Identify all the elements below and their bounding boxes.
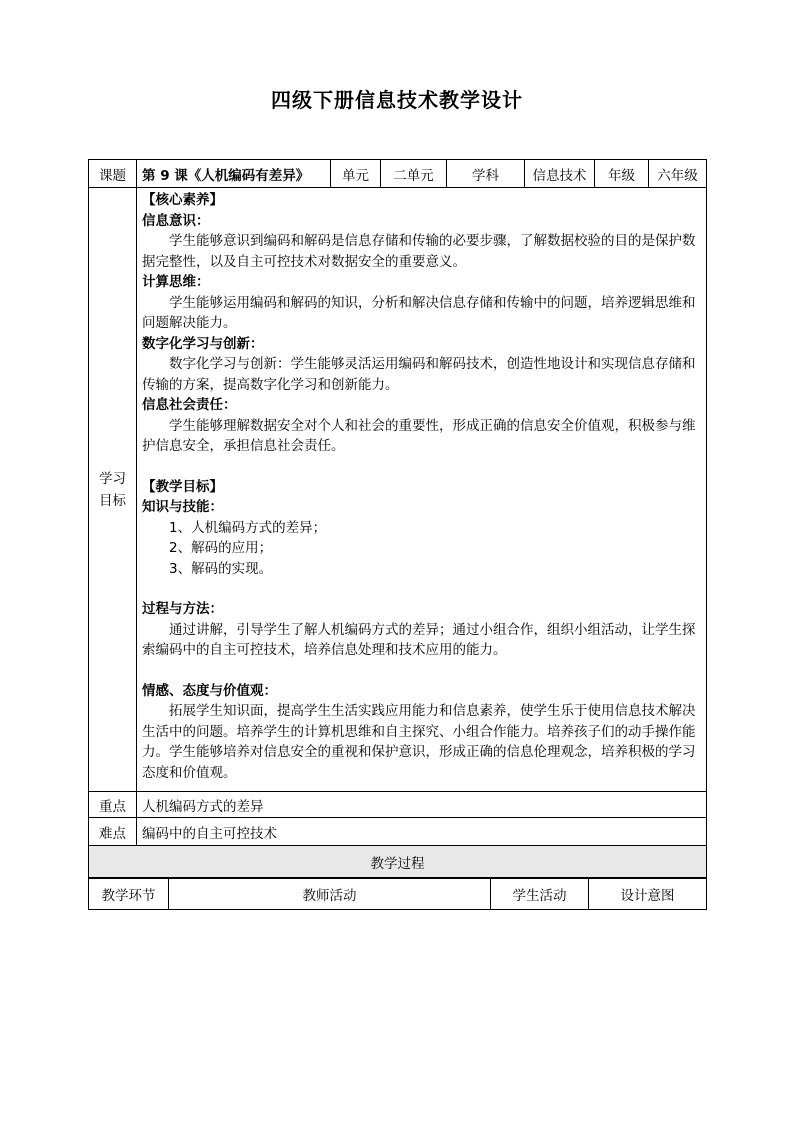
lesson-plan-table xyxy=(88,159,707,878)
column-header: 教师活动 xyxy=(169,879,491,910)
header-row xyxy=(89,160,707,188)
difficulty-value: 编码中的自主可控技术 xyxy=(137,818,707,846)
unit-label: 单元 xyxy=(331,160,381,188)
knowledge-item: 1、人机编码方式的差异； xyxy=(169,519,327,536)
digital-heading: 数字化学习与创新： xyxy=(142,335,264,352)
process-columns-row xyxy=(89,879,707,910)
goals-label-line1: 学习 xyxy=(99,470,126,487)
process-title: 教学过程 xyxy=(89,846,707,878)
computational-heading: 计算思维： xyxy=(142,274,210,290)
difficulty-row xyxy=(89,818,707,846)
column-header: 学生活动 xyxy=(491,879,589,910)
grade-label: 年级 xyxy=(595,160,649,188)
digital-text: 数字化学习与创新：学生能够灵活运用编码和解码技术，创造性地设计和实现信息存储和传输的方案，提高数字化学习和创新能力。 xyxy=(142,356,696,393)
goals-row xyxy=(89,188,707,792)
emotion-text: 拓展学生知识面，提高学生生活实践应用能力和信息素养，使学生乐于使用信息技术解决生活中的问题。培养学生的计算机思维和自主探究、小组合作能力。培养孩子们的动手操作能力。学生能够培养对信息安全的重视和保护意识，形成正确的信息伦理观念，培养积极的学习态度和价值观。 xyxy=(142,703,696,781)
knowledge-item: 3、解码的实现。 xyxy=(169,560,273,577)
social-heading: 信息社会责任： xyxy=(142,397,237,413)
key-point-value: 人机编码方式的差异 xyxy=(137,792,707,818)
core-heading: 【核心素养】 xyxy=(142,192,223,208)
unit-value: 二单元 xyxy=(381,160,447,188)
goals-label-line2: 目标 xyxy=(99,492,126,509)
column-header: 设计意图 xyxy=(589,879,707,910)
emotion-heading: 情感、态度与价值观： xyxy=(142,682,277,699)
teaching-heading: 【教学目标】 xyxy=(142,478,223,495)
key-point-label: 重点 xyxy=(89,792,137,818)
computational-text: 学生能够运用编码和解码的知识，分析和解决信息存储和传输中的问题，培养逻辑思维和问题解决能力。 xyxy=(142,294,696,331)
lesson-title: 第 9 课《人机编码有差异》 xyxy=(137,160,331,188)
document-title: 四级下册信息技术教学设计 xyxy=(271,88,523,112)
difficulty-label: 难点 xyxy=(89,818,137,846)
column-header: 教学环节 xyxy=(89,879,169,910)
knowledge-item: 2、解码的应用； xyxy=(169,540,273,556)
info-awareness-text: 学生能够意识到编码和解码是信息存储和传输的必要步骤，了解数据校验的目的是保护数据完整性，以及自主可控技术对数据安全的重要意义。 xyxy=(142,233,696,270)
process-heading: 过程与方法： xyxy=(142,601,223,617)
subject-value: 信息技术 xyxy=(525,160,595,188)
lesson-label: 课题 xyxy=(89,160,137,188)
process-columns-table xyxy=(88,878,707,910)
goals-label xyxy=(89,188,137,792)
info-awareness-heading: 信息意识： xyxy=(142,212,210,229)
key-point-row xyxy=(89,792,707,818)
process-title-row xyxy=(89,846,707,878)
social-text: 学生能够理解数据安全对个人和社会的重要性，形成正确的信息安全价值观，积极参与维护信息安全，承担信息社会责任。 xyxy=(142,417,696,454)
subject-label: 学科 xyxy=(447,160,525,188)
goals-content xyxy=(137,188,707,792)
grade-value: 六年级 xyxy=(649,160,707,188)
process-text: 通过讲解，引导学生了解人机编码方式的差异；通过小组合作，组织小组活动，让学生探索编码中的自主可控技术，培养信息处理和技术应用的能力。 xyxy=(142,621,696,658)
knowledge-heading: 知识与技能： xyxy=(142,499,223,515)
